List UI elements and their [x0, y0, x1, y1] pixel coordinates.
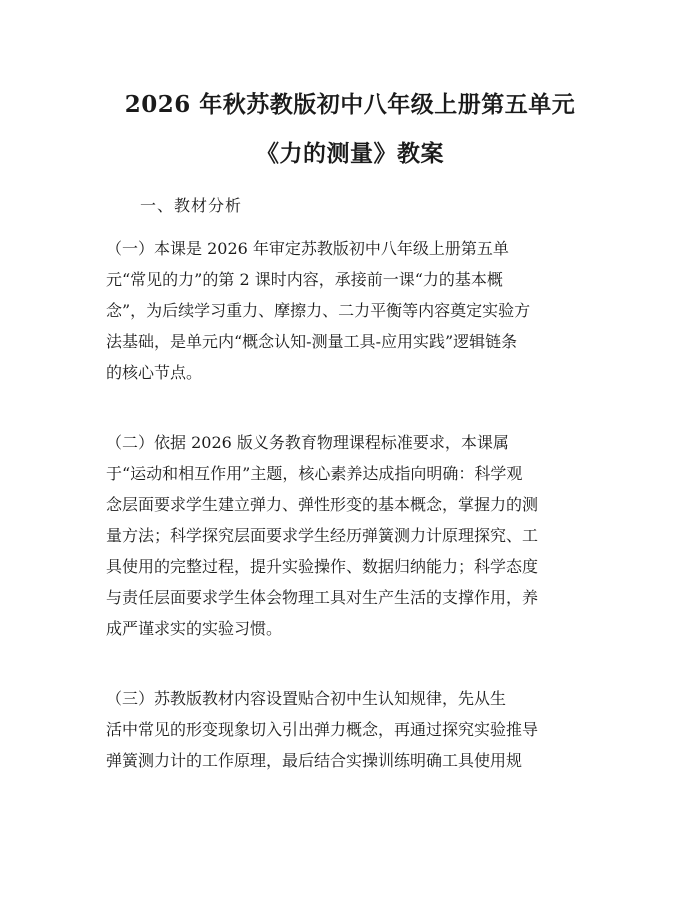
paragraph-line: （三）苏教版教材内容设置贴合初中生认知规律，先从生 — [106, 689, 507, 708]
section-heading: 一、教材分析 — [140, 196, 243, 215]
paragraph-line: 元“常见的力”的第 2 课时内容，承接前一课“力的基本概 — [106, 270, 503, 289]
paragraph-line: 念”，为后续学习重力、摩擦力、二力平衡等内容奠定实验方 — [106, 301, 531, 320]
paragraph-1 — [106, 233, 596, 388]
paragraph-line: 弹簧测力计的工作原理，最后结合实操训练明确工具使用规 — [106, 751, 523, 770]
paragraph-line: 活中常见的形变现象切入引出弹力概念，再通过探究实验推导 — [106, 720, 539, 739]
paragraph-line: （二）依据 2026 版义务教育物理课程标准要求，本课属 — [106, 433, 509, 452]
paragraph-line: 具使用的完整过程，提升实验操作、数据归纳能力；科学态度 — [106, 557, 539, 576]
paragraph-line: 于“运动和相互作用”主题，核心素养达成指向明确：科学观 — [106, 464, 523, 483]
paragraph-3 — [106, 683, 596, 776]
document-title-line-2: 《力的测量》教案 — [256, 140, 444, 167]
paragraph-line: 念层面要求学生建立弹力、弹性形变的基本概念，掌握力的测 — [106, 495, 539, 514]
paragraph-line: 成严谨求实的实验习惯。 — [106, 619, 283, 638]
paragraph-line: 的核心节点。 — [106, 363, 203, 382]
paragraph-line: 法基础，是单元内“概念认知-测量工具-应用实践”逻辑链条 — [106, 332, 518, 351]
paragraph-2 — [106, 427, 596, 644]
document-title-line-1: 2026 年秋苏教版初中八年级上册第五单元 — [124, 91, 576, 118]
paragraph-line: （一）本课是 2026 年审定苏教版初中八年级上册第五单 — [106, 239, 509, 258]
paragraph-line: 量方法；科学探究层面要求学生经历弹簧测力计原理探究、工 — [106, 526, 539, 545]
paragraph-line: 与责任层面要求学生体会物理工具对生产生活的支撑作用，养 — [106, 588, 539, 607]
